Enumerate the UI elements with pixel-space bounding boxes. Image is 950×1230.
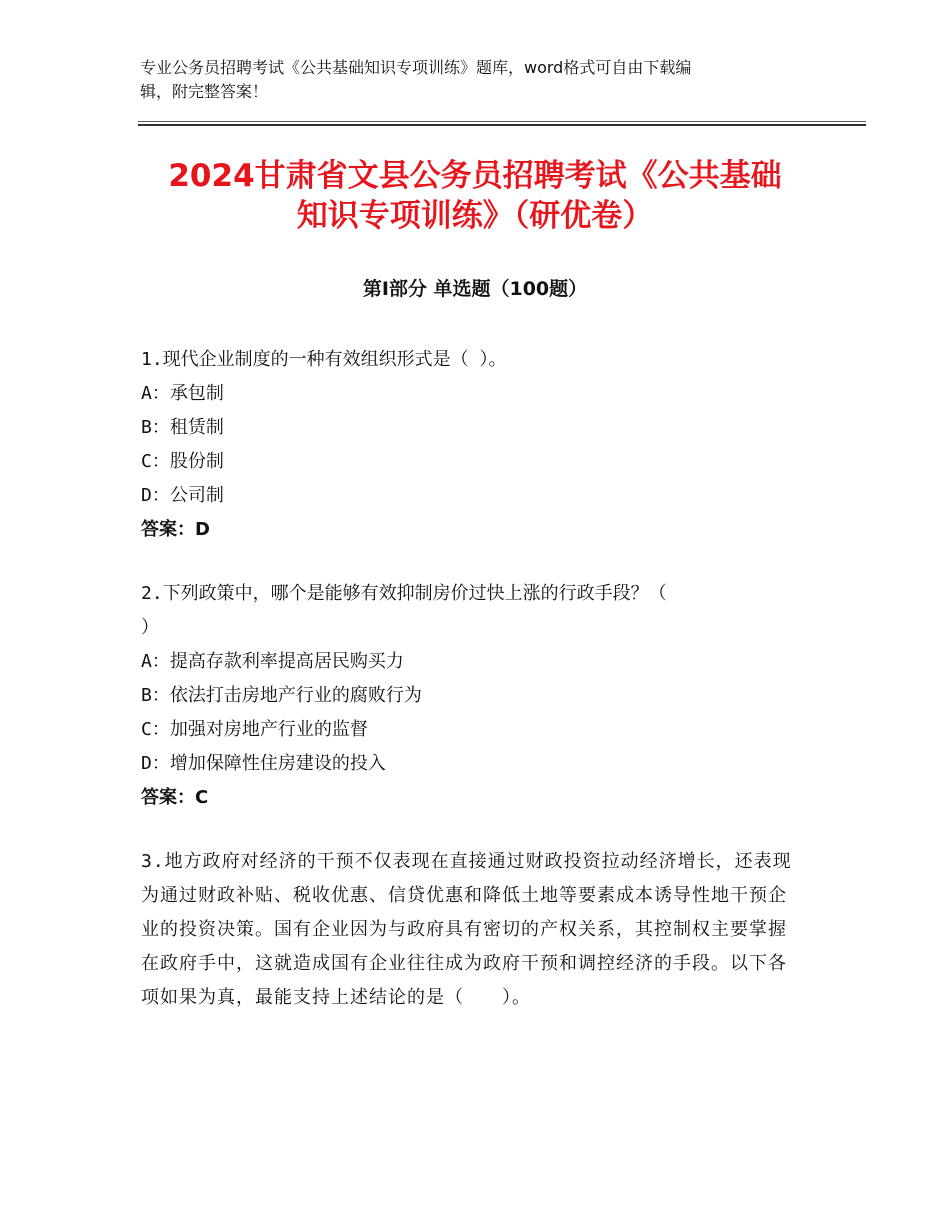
answer-label: 答案：C [141,787,209,808]
question-list [141,343,801,1045]
question-stem-continued: ） [141,617,159,638]
header-divider-thick [138,124,866,126]
question-3 [141,845,801,1015]
option-d: D：公司制 [141,485,224,506]
option-a: A：提高存款利率提高居民购买力 [141,651,404,672]
header-note [140,56,800,104]
question-stem: 1.现代企业制度的一种有效组织形式是（ ）。 [141,349,507,370]
option-c: C：加强对房地产行业的监督 [141,719,368,740]
document-title [100,156,850,236]
header-note-line: 专业公务员招聘考试《公共基础知识专项训练》题库，word格式可自由下载编 [140,58,692,77]
header-note-line: 辑，附完整答案！ [140,82,269,101]
option-d: D：增加保障性住房建设的投入 [141,753,386,774]
question-stem: 2.下列政策中，哪个是能够有效抑制房价过快上涨的行政手段？（ [141,583,667,604]
document-title-line: 2024甘肃省文县公务员招聘考试《公共基础 [168,158,782,194]
option-a: A：承包制 [141,383,224,404]
question-2 [141,577,801,815]
option-b: B：依法打击房地产行业的腐败行为 [141,685,422,706]
section-heading: 第Ⅰ部分 单选题（100题） [362,278,588,300]
question-1 [141,343,801,547]
option-b: B：租赁制 [141,417,224,438]
document-title-line: 知识专项训练》（研优卷） [296,198,654,234]
header-divider-thin [138,121,866,122]
question-stem: 3.地方政府对经济的干预不仅表现在直接通过财政投资拉动经济增长，还表现为通过财政补贴、税收优惠、信贷优惠和降低土地等要素成本诱导性地干预企业的投资决策。国有企业因为与政府具有密切的产权关系，其控制权主要掌握在政府手中，这就造成国有企业往往成为政府干预和调控经济的手段。以下各项如果为真，最能支持上述结论的是（ ）。 [141,851,792,1008]
answer-label: 答案：D [141,519,210,540]
option-c: C：股份制 [141,451,224,472]
